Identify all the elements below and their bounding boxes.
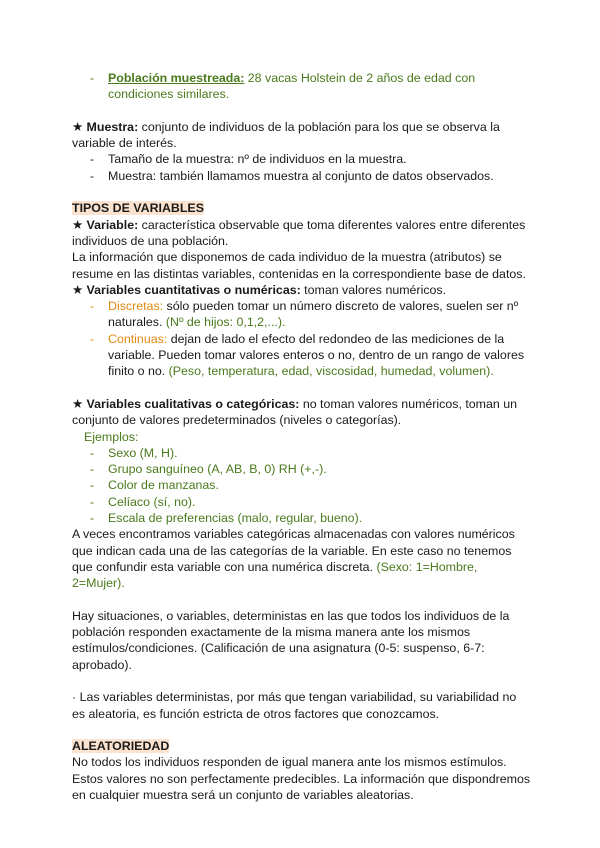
star-icon: ★ [72, 119, 84, 134]
info-paragraph: La información que disponemos de cada individuo de la muestra (atributos) se resume en las distintas variables, contenidas en la correspondiente base de datos. [72, 250, 526, 281]
star-icon: ★ [72, 396, 84, 411]
list-dash: - [90, 445, 95, 460]
ejemplo-2: Grupo sanguíneo (A, AB, B, 0) RH (+,-). [108, 462, 327, 477]
list-item [72, 494, 532, 510]
discretas-text: sólo pueden tomar un número discreto de valores, suelen ser nº naturales. [108, 299, 519, 330]
ejemplos-label: Ejemplos: [84, 429, 139, 444]
ejemplo-3: Color de manzanas. [108, 478, 219, 493]
list-dash: - [90, 152, 95, 167]
variable-definition [72, 217, 532, 250]
list-dash: - [90, 331, 95, 346]
list-dash: - [90, 511, 95, 526]
aveces-example: (Sexo: 1=Hombre, 2=Mujer). [72, 559, 478, 591]
continuas-example: (Peso, temperatura, edad, viscosidad, humedad, volumen). [165, 364, 494, 379]
list-item [72, 477, 532, 493]
star-icon: ★ [72, 282, 84, 297]
poblacion-muestreada-text: 28 vacas Holstein de 2 años de edad con condiciones similares. [108, 71, 476, 102]
cuantitativas-definition [72, 282, 532, 298]
aveces-text: A veces encontramos variables categóricas almacenadas con valores numéricos que indican cada una de las categorías de la variable. En este caso no tenemos que confundir esta variable con una numérica discreta. [72, 527, 515, 574]
poblacion-muestreada-term: Población muestreada: [108, 71, 245, 85]
document-page [72, 70, 532, 803]
ejemplo-5: Escala de preferencias (malo, regular, bueno). [108, 511, 363, 526]
discretas-label: Discretas: [108, 299, 164, 314]
list-dash: - [90, 494, 95, 509]
deterministas-paragraph: · Las variables deterministas, por más que tengan variabilidad, su variabilidad no es aleatoria, es función estricta de otros factores que conozcamos. [72, 690, 517, 721]
list-item [72, 445, 532, 461]
muestra-term: Muestra: [83, 119, 139, 134]
cualitativas-text: no toman valores numéricos, toman un conjunto de valores predeterminados (niveles o categorías). [72, 396, 518, 428]
tipos-heading-line [72, 200, 532, 216]
aleatoriedad-paragraph: No todos los individuos responden de igual manera ante los mismos estímulos. Estos valores no son perfectamente predecibles. La información que dispondremos en cualquier muestra será un conjunto de variables aleatorias. [72, 755, 531, 803]
muestra-text: conjunto de individuos de la población para los que se observa la variable de interés. [72, 119, 500, 151]
list-item [72, 461, 532, 477]
muestra-bullet-1: Tamaño de la muestra: nº de individuos en la muestra. [108, 152, 407, 167]
list-item [72, 168, 532, 184]
cuantitativas-term: Variables cuantitativas o numéricas: [83, 282, 301, 297]
cualitativas-definition [72, 396, 532, 429]
list-dash: - [90, 462, 95, 477]
list-item [72, 151, 532, 167]
cuantitativas-text: toman valores numéricos. [300, 282, 447, 297]
variable-text: característica observable que toma diferentes valores entre diferentes individuos de una población. [72, 217, 526, 248]
discretas-item [72, 298, 532, 331]
star-icon: ★ [72, 217, 84, 232]
list-dash: - [90, 478, 95, 493]
situaciones-paragraph: Hay situaciones, o variables, deterministas en las que todos los individuos de la población responden exactamente de la misma manera ante los mismos estímulos/condiciones. (Calificación de una asignatura (0-5: suspenso, 6-7: aprobado). [72, 608, 510, 672]
list-dash: - [90, 168, 95, 183]
list-dash: - [90, 71, 95, 85]
ejemplo-1: Sexo (M, H). [108, 445, 178, 460]
continuas-label: Continuas: [108, 331, 168, 346]
aveces-paragraph [72, 526, 532, 591]
aleatoriedad-heading: ALEATORIEDAD [72, 739, 170, 754]
cualitativas-term: Variables cualitativas o categóricas: [83, 396, 300, 411]
tipos-heading: TIPOS DE VARIABLES [72, 201, 204, 216]
poblacion-muestreada-item [72, 70, 532, 103]
muestra-bullet-2: Muestra: también llamamos muestra al conjunto de datos observados. [108, 168, 494, 183]
continuas-item [72, 331, 532, 380]
list-dash: - [90, 299, 95, 314]
discretas-example: (Nº de hijos: 0,1,2,...). [162, 315, 286, 330]
muestra-definition [72, 119, 532, 152]
list-item [72, 510, 532, 526]
ejemplo-4: Celíaco (sí, no). [108, 494, 196, 509]
variable-term: Variable: [83, 217, 139, 232]
aleatoriedad-heading-line [72, 738, 532, 754]
continuas-text: dejan de lado el efecto del redondeo de las mediciones de la variable. Pueden tomar valores enteros o no, dentro de un rango de valores finito o no. [108, 331, 525, 379]
